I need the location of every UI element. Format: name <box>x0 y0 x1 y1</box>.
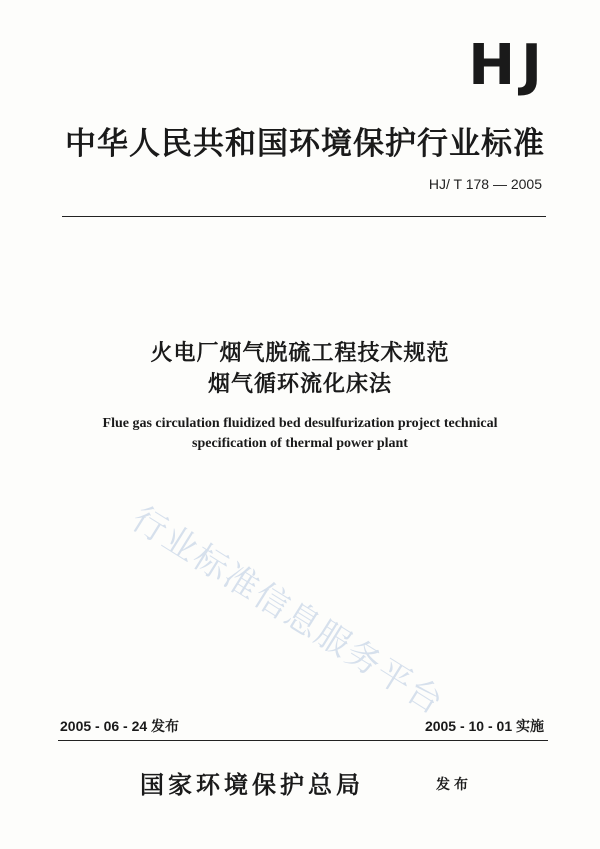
org-title: 中华人民共和国环境保护行业标准 <box>65 126 545 162</box>
standard-number: HJ/ T 178 — 2005 <box>428 176 542 192</box>
implementation-date: 2005 - 10 - 01 实施 <box>424 718 544 734</box>
top-divider <box>62 216 546 217</box>
document-title-en-line1: Flue gas circulation fluidized bed desulfurization project technical <box>102 416 498 431</box>
issuing-label: 发布 <box>436 777 472 793</box>
issue-date: 2005 - 06 - 24 发布 <box>60 718 180 734</box>
document-title-cn-line1: 火电厂烟气脱硫工程技术规范 <box>150 341 450 366</box>
standard-logo: HJ <box>468 33 548 98</box>
bottom-divider <box>58 740 548 741</box>
document-title-en-line2: specification of thermal power plant <box>192 436 408 451</box>
issuing-authority: 国家环境保护总局 <box>140 771 364 799</box>
watermark: 行业标准信息服务平台 <box>124 498 452 724</box>
document-title-cn-line2: 烟气循环流化床法 <box>207 372 392 397</box>
